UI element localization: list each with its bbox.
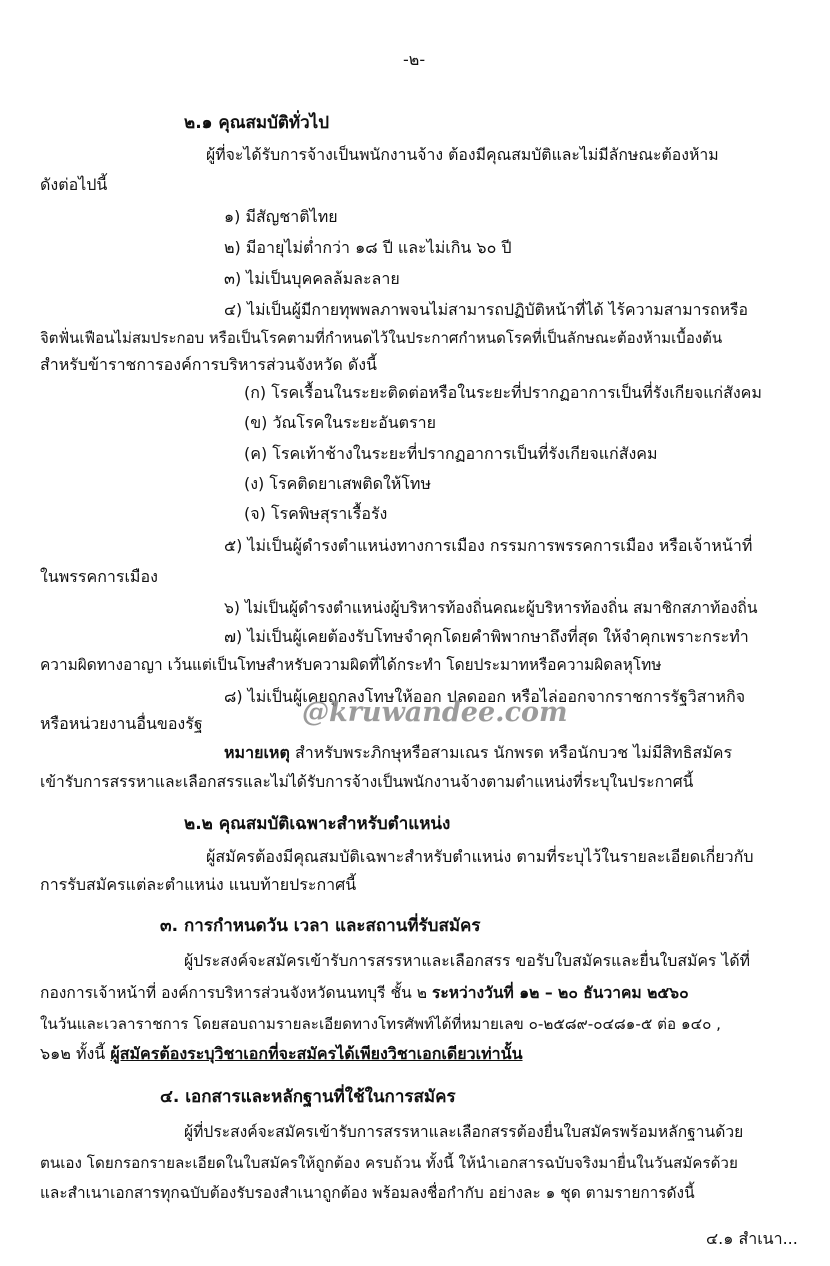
list-item: ๒) มีอายุไม่ต่ำกว่า ๑๘ ปี และไม่เกิน ๖๐ ปี — [224, 238, 512, 257]
paragraph-line — [40, 1043, 523, 1065]
important-notice: ผู้สมัครต้องระบุวิชาเอกที่จะสมัครได้เพียงวิชาเอกเดียวเท่านั้น — [110, 1044, 523, 1063]
sub-list-item: (ค) โรคเท้าช้างในระยะที่ปรากฏอาการเป็นที่รังเกียจแก่สังคม — [244, 444, 658, 463]
paragraph-line: ผู้ที่ประสงค์จะสมัครเข้ารับการสรรหาและเลือกสรรต้องยื่นใบสมัครพร้อมหลักฐานด้วย — [184, 1123, 744, 1141]
list-item: ๘) ไม่เป็นผู้เคยถูกลงโทษให้ออก ปลดออก หรือไล่ออกจากราชการรัฐวิสาหกิจ — [224, 687, 746, 706]
list-item: ๖) ไม่เป็นผู้ดำรงตำแหน่งผู้บริหารท้องถิ่นคณะผู้บริหารท้องถิ่น สมาชิกสภาท้องถิ่น — [224, 599, 758, 617]
paragraph-line: ผู้ประสงค์จะสมัครเข้ารับการสรรหาและเลือกสรร ขอรับใบสมัครและยื่นใบสมัคร ได้ที่ — [184, 951, 751, 970]
sub-list-item: (ก) โรคเรื้อนในระยะติดต่อหรือในระยะที่ปรากฏอาการเป็นที่รังเกียจแก่สังคม — [244, 383, 762, 402]
paragraph-line: หรือหน่วยงานอื่นของรัฐ — [40, 714, 203, 733]
sub-list-item: (จ) โรคพิษสุราเรื้อรัง — [244, 504, 388, 523]
text-span: กองการเจ้าหน้าที่ องค์การบริหารส่วนจังหวัดนนทบุรี ชั้น ๒ — [40, 984, 432, 1002]
section-4-heading: ๔. เอกสารและหลักฐานที่ใช้ในการสมัคร — [160, 1087, 456, 1107]
date-range: ระหว่างวันที่ ๑๒ – ๒๐ ธันวาคม ๒๕๖๐ — [431, 984, 689, 1002]
paragraph-line: จิตฟั่นเฟือนไม่สมประกอบ หรือเป็นโรคตามที่กำหนดไว้ในประกาศกำหนดโรคที่เป็นลักษณะต้องห้ามเบื้องต้น — [40, 329, 723, 347]
list-item: ๔) ไม่เป็นผู้มีกายทุพพลภาพจนไม่สามารถปฏิบัติหน้าที่ได้ ไร้ความสามารถหรือ — [224, 300, 748, 319]
text-span: ๖๑๒ ทั้งนี้ — [40, 1044, 111, 1063]
list-item: ๗) ไม่เป็นผู้เคยต้องรับโทษจำคุกโดยคำพิพากษาถึงที่สุด ให้จำคุกเพราะกระทำ — [224, 627, 749, 646]
continuation-marker: ๔.๑ สำเนา... — [706, 1229, 798, 1248]
paragraph-line: ตนเอง โดยกรอกรายละเอียดในใบสมัครให้ถูกต้อง ครบถ้วน ทั้งนี้ ให้นำเอกสารฉบับจริงมายื่นในวันสมัครด้วย — [40, 1154, 738, 1172]
section-2-1-heading: ๒.๑ คุณสมบัติทั่วไป — [184, 113, 330, 133]
note-text: สำหรับพระภิกษุหรือสามเณร นักพรต หรือนักบวช ไม่มีสิทธิสมัคร — [289, 743, 733, 762]
paragraph-line: เข้ารับการสรรหาและเลือกสรรและไม่ได้รับการจ้างเป็นพนักงานจ้างตามตำแหน่งที่ระบุในประกาศนี้ — [40, 773, 694, 791]
paragraph-line: ในวันและเวลาราชการ โดยสอบถามรายละเอียดทางโทรศัพท์ได้ที่หมายเลข ๐-๒๕๘๙-๐๔๘๑-๕ ต่อ ๑๔๐ , — [40, 1015, 722, 1033]
page-number: -๒- — [403, 50, 426, 69]
paragraph-line: การรับสมัครแต่ละตำแหน่ง แนบท้ายประกาศนี้ — [40, 875, 357, 894]
paragraph-line: ความผิดทางอาญา เว้นแต่เป็นโทษสำหรับความผิดที่ได้กระทำ โดยประมาทหรือความผิดลหุโทษ — [40, 656, 662, 674]
paragraph-line — [40, 982, 689, 1004]
list-item: ๕) ไม่เป็นผู้ดำรงตำแหน่งทางการเมือง กรรมการพรรคการเมือง หรือเจ้าหน้าที่ — [224, 536, 753, 555]
sub-list-item: (ง) โรคติดยาเสพติดให้โทษ — [244, 474, 432, 493]
sub-list-item: (ข) วัณโรคในระยะอันตราย — [244, 413, 437, 432]
paragraph-line: ผู้สมัครต้องมีคุณสมบัติเฉพาะสำหรับตำแหน่ง ตามที่ระบุไว้ในรายละเอียดเกี่ยวกับ — [206, 847, 754, 866]
list-item: ๓) ไม่เป็นบุคคลล้มละลาย — [224, 269, 400, 288]
section-3-heading: ๓. การกำหนดวัน เวลา และสถานที่รับสมัคร — [160, 916, 481, 936]
paragraph-line: สำหรับข้าราชการองค์การบริหารส่วนจังหวัด ดังนี้ — [40, 355, 377, 374]
section-2-2-heading: ๒.๒ คุณสมบัติเฉพาะสำหรับตำแหน่ง — [184, 814, 451, 834]
paragraph-line: ดังต่อไปนี้ — [40, 175, 108, 194]
note-label: หมายเหตุ — [224, 743, 290, 762]
paragraph-line: ในพรรคการเมือง — [40, 567, 158, 586]
note-line — [224, 742, 732, 764]
paragraph-line: และสำเนาเอกสารทุกฉบับต้องรับรองสำเนาถูกต้อง พร้อมลงชื่อกำกับ อย่างละ ๑ ชุด ตามรายการดังนี้ — [40, 1184, 695, 1202]
list-item: ๑) มีสัญชาติไทย — [224, 207, 338, 226]
watermark: @kruwandee.com — [302, 697, 568, 728]
paragraph-line: ผู้ที่จะได้รับการจ้างเป็นพนักงานจ้าง ต้องมีคุณสมบัติและไม่มีลักษณะต้องห้าม — [206, 145, 719, 164]
